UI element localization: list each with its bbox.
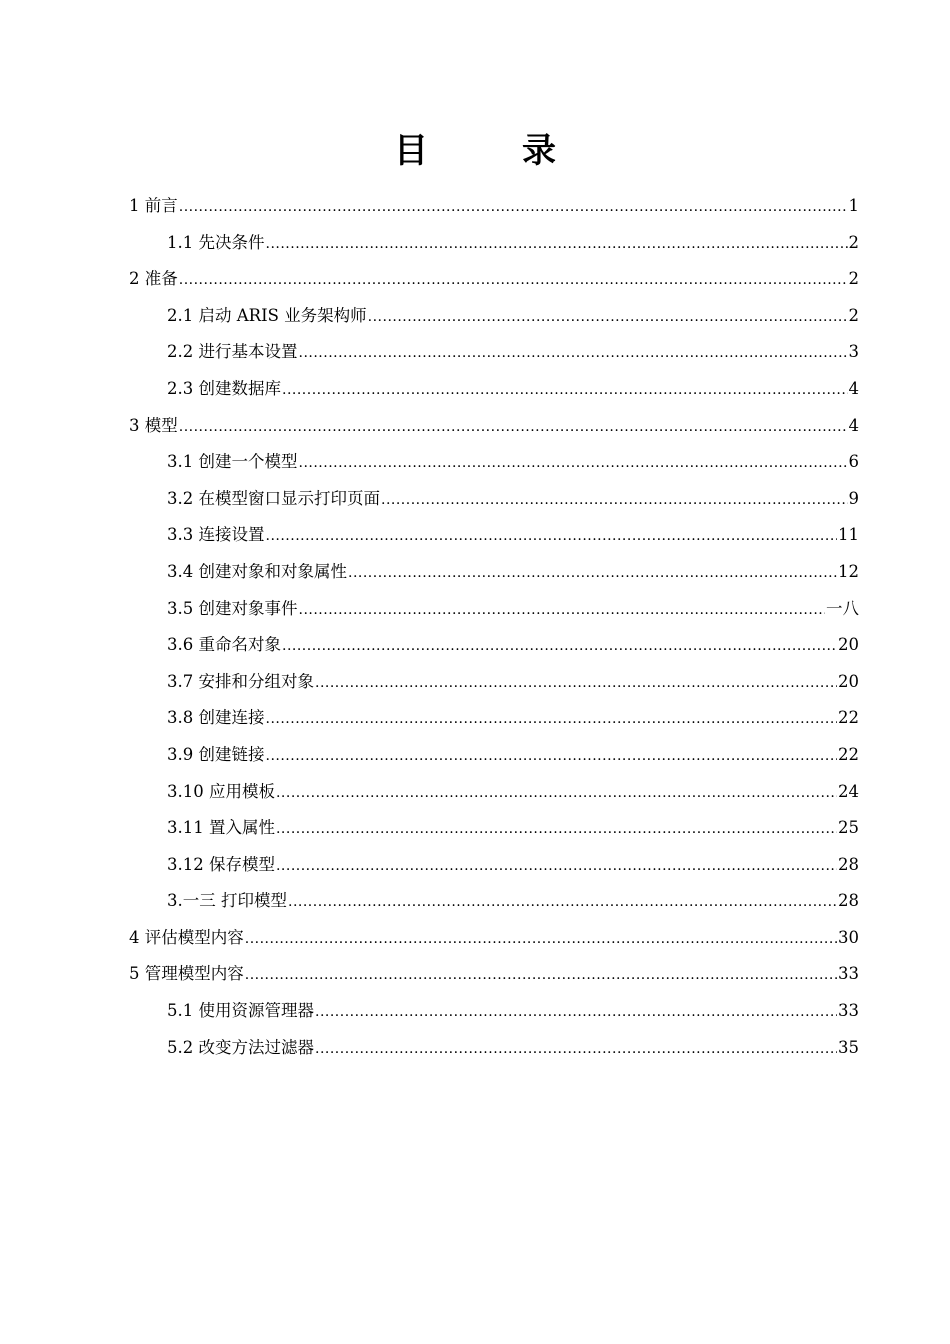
toc-entry-label: 3.5 创建对象事件 bbox=[167, 598, 298, 618]
toc-entry-label: 3.8 创建连接 bbox=[167, 708, 265, 728]
toc-entry-label: 3.9 创建链接 bbox=[167, 744, 265, 764]
toc-dot-leader bbox=[315, 994, 837, 1031]
toc-entry[interactable] bbox=[129, 737, 859, 774]
page-title: 目 录 bbox=[394, 131, 586, 171]
toc-dot-leader bbox=[315, 1031, 837, 1068]
toc-entry-page-number: 33 bbox=[838, 964, 859, 984]
toc-entry-page-number: 12 bbox=[838, 561, 859, 581]
toc-entry[interactable] bbox=[129, 481, 859, 518]
toc-entry[interactable] bbox=[129, 920, 859, 957]
toc-entry[interactable] bbox=[129, 225, 859, 262]
toc-dot-leader bbox=[299, 445, 848, 482]
toc-entry-label: 3.11 置入属性 bbox=[167, 818, 275, 838]
toc-entry-page-number: 2 bbox=[848, 269, 859, 289]
toc-entry-page-number: 30 bbox=[838, 927, 859, 947]
toc-entry-page-number: 24 bbox=[838, 781, 859, 801]
toc-entry[interactable] bbox=[129, 371, 859, 408]
toc-dot-leader bbox=[266, 226, 848, 263]
toc-entry[interactable] bbox=[129, 408, 859, 445]
toc-entry[interactable] bbox=[129, 1030, 859, 1067]
toc-dot-leader bbox=[179, 409, 848, 446]
toc-entry-label: 3.12 保存模型 bbox=[167, 854, 275, 874]
toc-entry-label: 5.1 使用资源管理器 bbox=[167, 1001, 314, 1021]
toc-entry[interactable] bbox=[129, 664, 859, 701]
toc-dot-leader bbox=[266, 738, 838, 775]
toc-entry-label: 1.1 先决条件 bbox=[167, 232, 265, 252]
table-of-contents bbox=[129, 188, 859, 1066]
toc-entry[interactable] bbox=[129, 298, 859, 335]
toc-dot-leader bbox=[179, 189, 848, 226]
toc-entry-label: 2.3 创建数据库 bbox=[167, 378, 281, 398]
toc-dot-leader bbox=[276, 775, 837, 812]
toc-entry-page-number: 9 bbox=[848, 488, 859, 508]
toc-dot-leader bbox=[179, 262, 848, 299]
toc-entry-label: 3.3 连接设置 bbox=[167, 525, 265, 545]
toc-entry-page-number: 22 bbox=[838, 744, 859, 764]
toc-entry-page-number: 22 bbox=[838, 708, 859, 728]
toc-entry[interactable] bbox=[129, 700, 859, 737]
toc-entry-label: 1 前言 bbox=[129, 196, 178, 215]
toc-dot-leader bbox=[276, 811, 837, 848]
toc-entry-label: 5 管理模型内容 bbox=[129, 964, 244, 984]
toc-entry[interactable] bbox=[129, 993, 859, 1030]
toc-entry-page-number: 35 bbox=[838, 1037, 859, 1057]
toc-entry-page-number: 11 bbox=[838, 525, 859, 545]
toc-dot-leader bbox=[381, 482, 848, 519]
toc-dot-leader bbox=[348, 555, 837, 592]
toc-entry-label: 3.10 应用模板 bbox=[167, 781, 275, 801]
toc-dot-leader bbox=[315, 665, 837, 702]
toc-entry-label: 2.1 启动 ARIS 业务架构师 bbox=[167, 305, 367, 325]
toc-entry[interactable] bbox=[129, 774, 859, 811]
toc-entry[interactable] bbox=[129, 261, 859, 298]
toc-entry[interactable] bbox=[129, 810, 859, 847]
toc-dot-leader bbox=[245, 921, 837, 958]
toc-entry[interactable] bbox=[129, 591, 859, 628]
toc-entry-label: 3.一三 打印模型 bbox=[167, 891, 287, 911]
toc-entry[interactable] bbox=[129, 554, 859, 591]
toc-entry-page-number: 一八 bbox=[826, 598, 859, 618]
toc-dot-leader bbox=[282, 628, 837, 665]
toc-dot-leader bbox=[266, 701, 838, 738]
toc-entry-page-number: 28 bbox=[838, 854, 859, 874]
toc-entry-label: 3.2 在模型窗口显示打印页面 bbox=[167, 488, 380, 508]
toc-dot-leader bbox=[299, 592, 826, 629]
toc-entry-page-number: 25 bbox=[838, 818, 859, 838]
toc-entry[interactable] bbox=[129, 188, 859, 225]
toc-dot-leader bbox=[282, 372, 848, 409]
toc-entry-page-number: 20 bbox=[838, 635, 859, 655]
toc-entry[interactable] bbox=[129, 847, 859, 884]
toc-entry[interactable] bbox=[129, 334, 859, 371]
toc-entry-page-number: 28 bbox=[838, 891, 859, 911]
toc-dot-leader bbox=[266, 518, 838, 555]
toc-entry-page-number: 6 bbox=[848, 452, 859, 472]
toc-entry-label: 3 模型 bbox=[129, 415, 178, 435]
toc-dot-leader bbox=[288, 884, 837, 921]
toc-entry-label: 2 准备 bbox=[129, 269, 178, 289]
toc-entry-page-number: 20 bbox=[838, 671, 859, 691]
toc-dot-leader bbox=[368, 299, 848, 336]
toc-entry-label: 3.7 安排和分组对象 bbox=[167, 671, 314, 691]
toc-entry-page-number: 33 bbox=[838, 1001, 859, 1021]
toc-entry[interactable] bbox=[129, 956, 859, 993]
toc-dot-leader bbox=[245, 957, 837, 994]
toc-entry-label: 3.6 重命名对象 bbox=[167, 635, 281, 655]
toc-entry-label: 2.2 进行基本设置 bbox=[167, 342, 298, 362]
toc-entry-page-number: 2 bbox=[848, 232, 859, 252]
toc-dot-leader bbox=[299, 335, 848, 372]
toc-entry-label: 3.1 创建一个模型 bbox=[167, 452, 298, 472]
toc-entry-page-number: 4 bbox=[848, 415, 859, 435]
toc-entry-page-number: 2 bbox=[848, 305, 859, 325]
toc-entry-label: 4 评估模型内容 bbox=[129, 927, 244, 947]
toc-entry-page-number: 4 bbox=[848, 378, 859, 398]
toc-dot-leader bbox=[276, 848, 837, 885]
toc-entry[interactable] bbox=[129, 517, 859, 554]
toc-entry-label: 5.2 改变方法过滤器 bbox=[167, 1037, 314, 1057]
toc-entry[interactable] bbox=[129, 627, 859, 664]
toc-entry[interactable] bbox=[129, 883, 859, 920]
toc-entry-page-number: 3 bbox=[848, 342, 859, 362]
toc-entry-page-number: 1 bbox=[848, 196, 859, 215]
toc-entry[interactable] bbox=[129, 444, 859, 481]
toc-entry-label: 3.4 创建对象和对象属性 bbox=[167, 561, 347, 581]
